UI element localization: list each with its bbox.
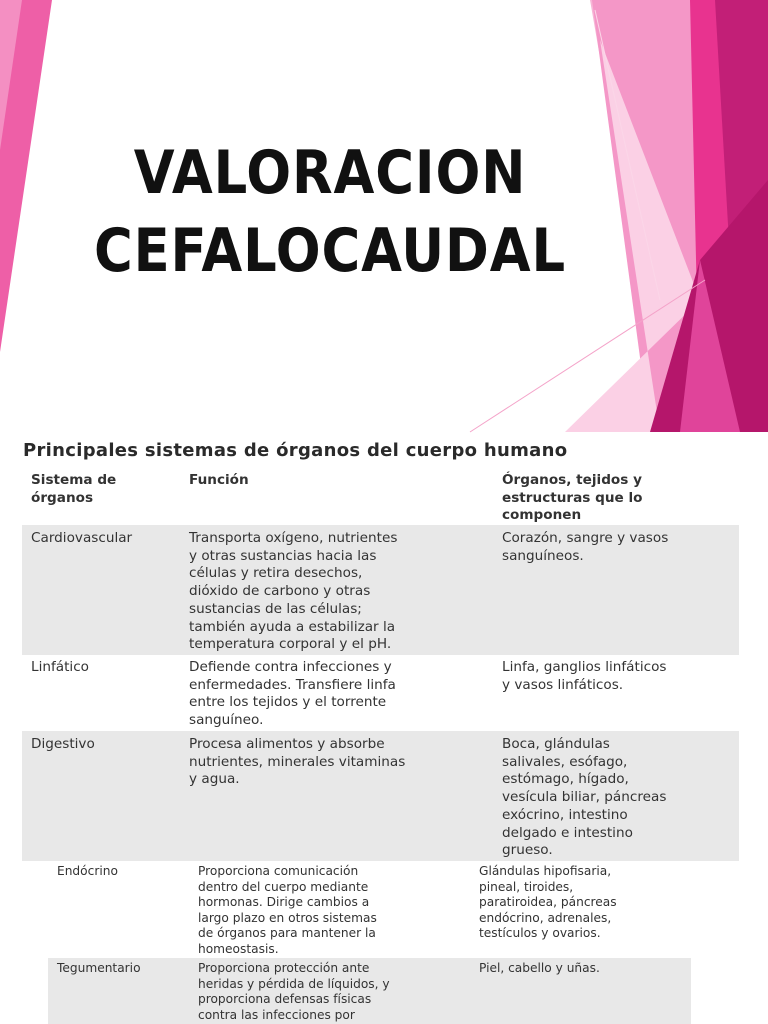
cell-text-line: homeostasis. <box>198 941 279 956</box>
cell-text-line: Defiende contra infecciones y <box>189 659 392 675</box>
table-row-organs <box>502 659 666 694</box>
cell-text-line: componen <box>502 507 582 524</box>
cell-text-line: delgado e intestino <box>502 824 633 841</box>
table-heading: Principales sistemas de órganos del cuerpo humano <box>23 440 568 461</box>
cell-text-line: también ayuda a estabilizar la <box>189 618 396 635</box>
table-row-system: Endócrino <box>57 864 118 878</box>
table-row-organs <box>502 736 666 860</box>
cell-text-line: Proporciona comunicación <box>198 864 359 878</box>
table-row-function <box>189 659 396 730</box>
cell-text-line: proporciona defensas físicas <box>198 992 372 1006</box>
cell-text-line: Corazón, sangre y vasos <box>502 530 669 546</box>
cell-text-line: Función <box>189 472 249 488</box>
cell-text-line: enfermedades. Transfiere linfa <box>189 676 396 693</box>
cell-text-line: células y retira desechos, <box>189 565 363 582</box>
cell-text-line: pineal, tiroides, <box>479 879 574 894</box>
cell-text-line: y otras sustancias hacia las <box>189 547 377 564</box>
cell-text-line: dióxido de carbono y otras <box>189 583 371 600</box>
cell-text-line: contra las infecciones por <box>198 1007 355 1022</box>
cell-text-line: Órganos, tejidos y <box>502 472 642 488</box>
column-header-function <box>189 472 249 490</box>
cell-text-line: Sistema de <box>31 472 117 488</box>
cell-text-line: hormonas. Dirige cambios a <box>198 895 370 909</box>
cell-text-line: largo plazo en otros sistemas <box>198 910 377 925</box>
cell-text-line: Glándulas hipofisaria, <box>479 864 612 878</box>
table-row-organs <box>479 961 600 977</box>
cell-text-line: heridas y pérdida de líquidos, y <box>198 976 390 991</box>
table-row-function <box>189 736 405 789</box>
cell-text-line: sanguíneos. <box>502 547 584 564</box>
cell-text-line: estructuras que lo <box>502 489 643 506</box>
cell-text-line: Proporciona protección ante <box>198 961 370 975</box>
cell-text-line: temperatura corporal y el pH. <box>189 636 392 653</box>
cell-text-line: testículos y ovarios. <box>479 926 601 940</box>
table-row-function <box>189 530 397 654</box>
cell-text-line: vesícula biliar, páncreas <box>502 789 667 806</box>
table-row-organs <box>502 530 668 565</box>
cell-text-line: y agua. <box>189 771 240 788</box>
table-row-system: Cardiovascular <box>31 530 133 546</box>
cell-text-line: estómago, hígado, <box>502 771 629 788</box>
cell-text-line: nutrientes, minerales vitaminas <box>189 753 406 770</box>
cell-text-line: Boca, glándulas <box>502 736 610 752</box>
column-header-organs <box>502 472 642 525</box>
cell-text-line: Transporta oxígeno, nutrientes <box>189 530 398 546</box>
cell-text-line: y vasos linfáticos. <box>502 676 624 693</box>
cell-text-line: Linfa, ganglios linfáticos <box>502 659 667 675</box>
cell-text-line: grueso. <box>502 842 553 859</box>
table-row-organs <box>479 864 617 942</box>
cell-text-line: sustancias de las células; <box>189 600 362 617</box>
slide-title-line-1: VALORACION <box>133 138 527 208</box>
cell-text-line: Piel, cabello y uñas. <box>479 961 600 975</box>
table-row-function <box>198 864 377 957</box>
table-row-system: Digestivo <box>31 736 95 752</box>
cell-text-line: endócrino, adrenales, <box>479 910 612 925</box>
cell-text-line: dentro del cuerpo mediante <box>198 879 369 894</box>
cell-text-line: órganos <box>31 489 94 506</box>
cell-text-line: Procesa alimentos y absorbe <box>189 736 385 752</box>
cell-text-line: entre los tejidos y el torrente <box>189 694 387 711</box>
cell-text-line: exócrino, intestino <box>502 806 628 823</box>
table-row-function <box>198 961 390 1023</box>
column-header-system <box>31 472 116 507</box>
cell-text-line: sanguíneo. <box>189 712 264 729</box>
cell-text-line: de órganos para mantener la <box>198 926 376 940</box>
slide-title-line-2: CEFALOCAUDAL <box>93 216 567 286</box>
table-row-system: Tegumentario <box>57 961 141 975</box>
table-row-system: Linfático <box>31 659 89 675</box>
cell-text-line: salivales, esófago, <box>502 753 628 770</box>
cell-text-line: paratiroidea, páncreas <box>479 895 617 909</box>
